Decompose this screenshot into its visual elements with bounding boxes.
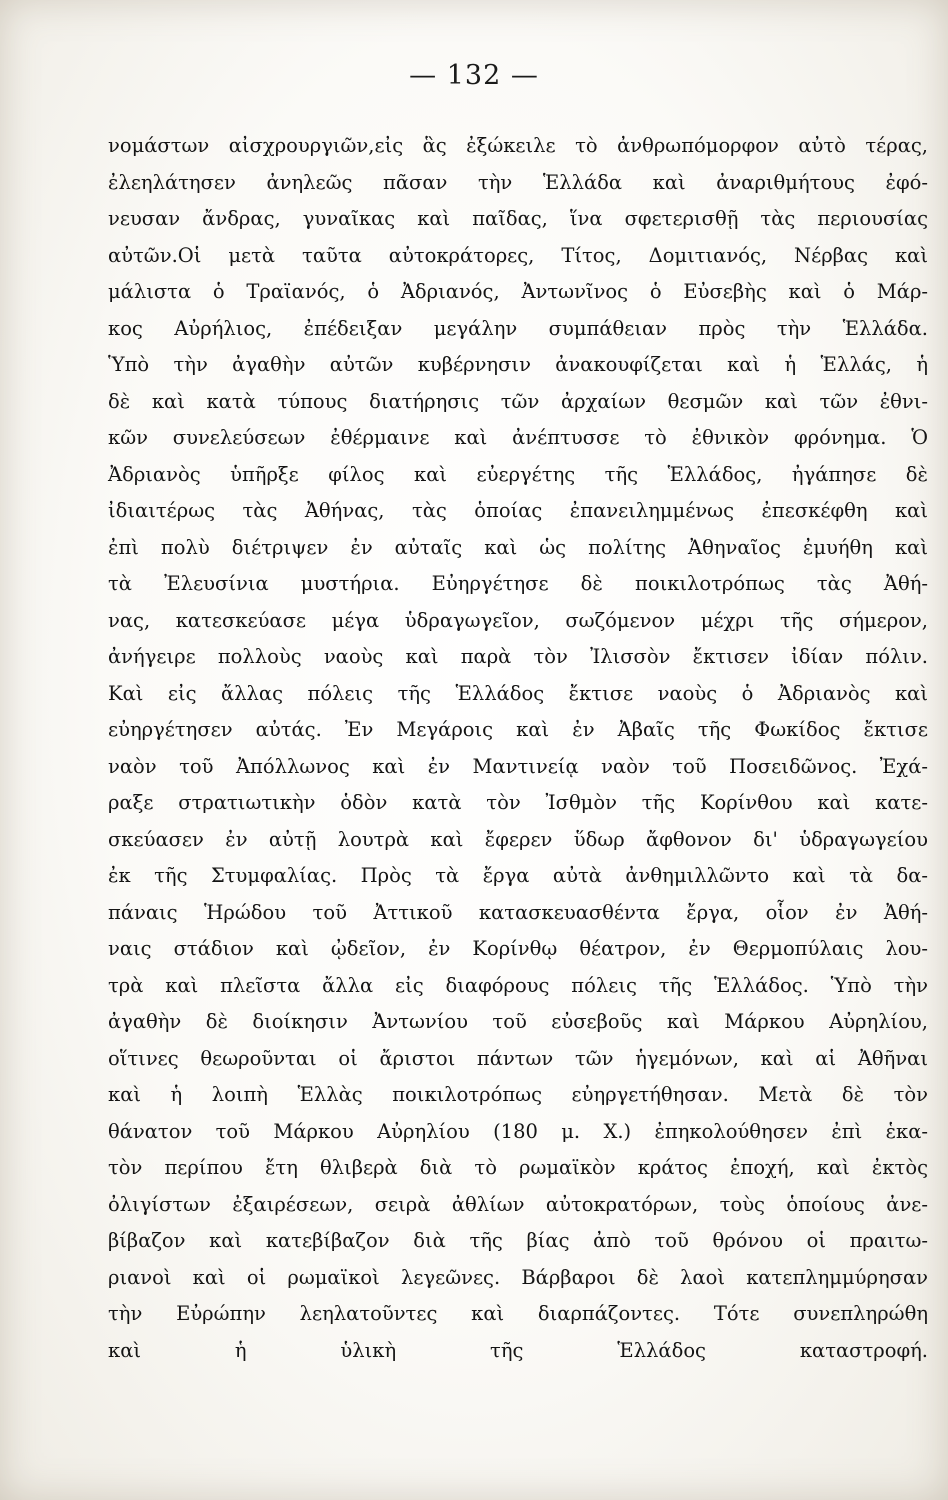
text-line: δὲ καὶ κατὰ τύπους διατήρησις τῶν ἀρχαίων θεσμῶν καὶ τῶν ἐθνι- xyxy=(108,389,928,413)
text-line: ἀνήγειρε πολλοὺς ναοὺς καὶ παρὰ τὸν Ἰλισσὸν ἔκτισεν ἰδίαν πόλιν. xyxy=(108,645,928,668)
page-body-text xyxy=(108,128,928,1406)
text-line: θάνατον τοῦ Μάρκου Αὐρηλίου (180 μ. Χ.) ἐπηκολούθησεν ἐπὶ ἑκα- xyxy=(108,1119,928,1143)
text-line: οἵτινες θεωροῦνται οἱ ἄριστοι πάντων τῶν ἡγεμόνων, καὶ αἱ Ἀθῆναι xyxy=(108,1046,928,1070)
text-line: εὐηργέτησεν αὐτάς. Ἐν Μεγάροις καὶ ἐν Ἀβαῖς τῆς Φωκίδος ἔκτισε xyxy=(108,718,928,741)
text-line: τὴν Εὐρώπην λεηλατοῦντες καὶ διαρπάζοντες. Τότε συνεπληρώθη xyxy=(108,1302,928,1325)
text-line: ἀγαθὴν δὲ διοίκησιν Ἀντωνίου τοῦ εὐσεβοῦς καὶ Μάρκου Αὐρηλίου, xyxy=(108,1010,928,1033)
text-line: Καὶ εἰς ἄλλας πόλεις τῆς Ἑλλάδος ἔκτισε ναοὺς ὁ Ἀδριανὸς καὶ xyxy=(108,681,928,705)
text-line: πάναις Ἡρώδου τοῦ Ἀττικοῦ κατασκευασθέντα ἔργα, οἷον ἐν Ἀθή- xyxy=(108,900,928,924)
text-line: καὶ ἡ ὑλικὴ τῆς Ἑλλάδος καταστροφή. xyxy=(108,1338,928,1362)
text-line: νας, κατεσκεύασε μέγα ὑδραγωγεῖον, σωζόμενον μέχρι τῆς σήμερον, xyxy=(108,608,928,632)
text-line: νομάστων αἰσχρουργιῶν,εἰς ἃς ἐξώκειλε τὸ ἀνθρωπόμορφον αὐτὸ τέρας, xyxy=(108,134,928,157)
text-line: κῶν συνελεύσεων ἐθέρμαινε καὶ ἀνέπτυσσε τὸ ἐθνικὸν φρόνημα. Ὁ xyxy=(108,426,928,449)
page-number: — 132 — xyxy=(409,60,539,91)
text-line: ναὸν τοῦ Ἀπόλλωνος καὶ ἐν Μαντινείᾳ ναὸν τοῦ Ποσειδῶνος. Ἐχά- xyxy=(108,754,928,778)
text-line-last xyxy=(108,1369,928,1406)
text-line: βίβαζον καὶ κατεβίβαζον διὰ τῆς βίας ἀπὸ τοῦ θρόνου οἱ πραιτω- xyxy=(108,1229,928,1252)
text-line: ραξε στρατιωτικὴν ὁδὸν κατὰ τὸν Ἰσθμὸν τῆς Κορίνθου καὶ κατε- xyxy=(108,791,928,814)
text-line: ἐπὶ πολὺ διέτριψεν ἐν αὐταῖς καὶ ὡς πολίτης Ἀθηναῖος ἐμυήθη καὶ xyxy=(108,535,928,559)
text-line: μάλιστα ὁ Τραϊανός, ὁ Ἀδριανός, Ἀντωνῖνος ὁ Εὐσεβὴς καὶ ὁ Μάρ- xyxy=(108,280,928,303)
text-line: ὀλιγίστων ἐξαιρέσεων, σειρὰ ἀθλίων αὐτοκρατόρων, τοὺς ὁποίους ἀνε- xyxy=(108,1192,928,1216)
text-line: τὰ Ἐλευσίνια μυστήρια. Εὐηργέτησε δὲ ποικιλοτρόπως τὰς Ἀθή- xyxy=(108,572,928,595)
text-line: τρὰ καὶ πλεῖστα ἄλλα εἰς διαφόρους πόλεις τῆς Ἑλλάδος. Ὑπὸ τὴν xyxy=(108,973,928,997)
text-line: ἐλεηλάτησεν ἀνηλεῶς πᾶσαν τὴν Ἑλλάδα καὶ ἀναριθμήτους ἐφό- xyxy=(108,170,928,194)
text-line: ναις στάδιον καὶ ᾠδεῖον, ἐν Κορίνθῳ θέατρον, ἐν Θερμοπύλαις λου- xyxy=(108,937,928,960)
text-line: ριανοὶ καὶ οἱ ρωμαϊκοὶ λεγεῶνες. Βάρβαροι δὲ λαοὶ κατεπλημμύρησαν xyxy=(108,1265,928,1289)
text-line: ἐκ τῆς Στυμφαλίας. Πρὸς τὰ ἔργα αὐτὰ ἀνθημιλλῶντο καὶ τὰ δα- xyxy=(108,864,928,887)
text-line: σκεύασεν ἐν αὐτῇ λουτρὰ καὶ ἔφερεν ὕδωρ ἄφθονον δι' ὑδραγωγείου xyxy=(108,827,928,851)
text-line: τὸν περίπου ἔτη θλιβερὰ διὰ τὸ ρωμαϊκὸν κράτος ἐποχή, καὶ ἐκτὸς xyxy=(108,1156,928,1179)
text-line: ἰδιαιτέρως τὰς Ἀθήνας, τὰς ὁποίας ἐπανειλημμένως ἐπεσκέφθη καὶ xyxy=(108,499,928,522)
text-line: νευσαν ἄνδρας, γυναῖκας καὶ παῖδας, ἵνα σφετερισθῇ τὰς περιουσίας xyxy=(108,207,928,230)
text-line: καὶ ἡ λοιπὴ Ἑλλὰς ποικιλοτρόπως εὐηργετήθησαν. Μετὰ δὲ τὸν xyxy=(108,1083,928,1106)
text-line: Ἀδριανὸς ὑπῆρξε φίλος καὶ εὐεργέτης τῆς Ἑλλάδος, ἠγάπησε δὲ xyxy=(108,462,928,486)
text-line: Ὑπὸ τὴν ἀγαθὴν αὐτῶν κυβέρνησιν ἀνακουφίζεται καὶ ἡ Ἑλλάς, ἡ xyxy=(108,353,928,376)
text-line: κος Αὐρήλιος, ἐπέδειξαν μεγάλην συμπάθειαν πρὸς τὴν Ἑλλάδα. xyxy=(108,316,928,340)
text-line: αὐτῶν.Οἱ μετὰ ταῦτα αὐτοκράτορες, Τίτος, Δομιτιανός, Νέρβας καὶ xyxy=(108,243,928,267)
